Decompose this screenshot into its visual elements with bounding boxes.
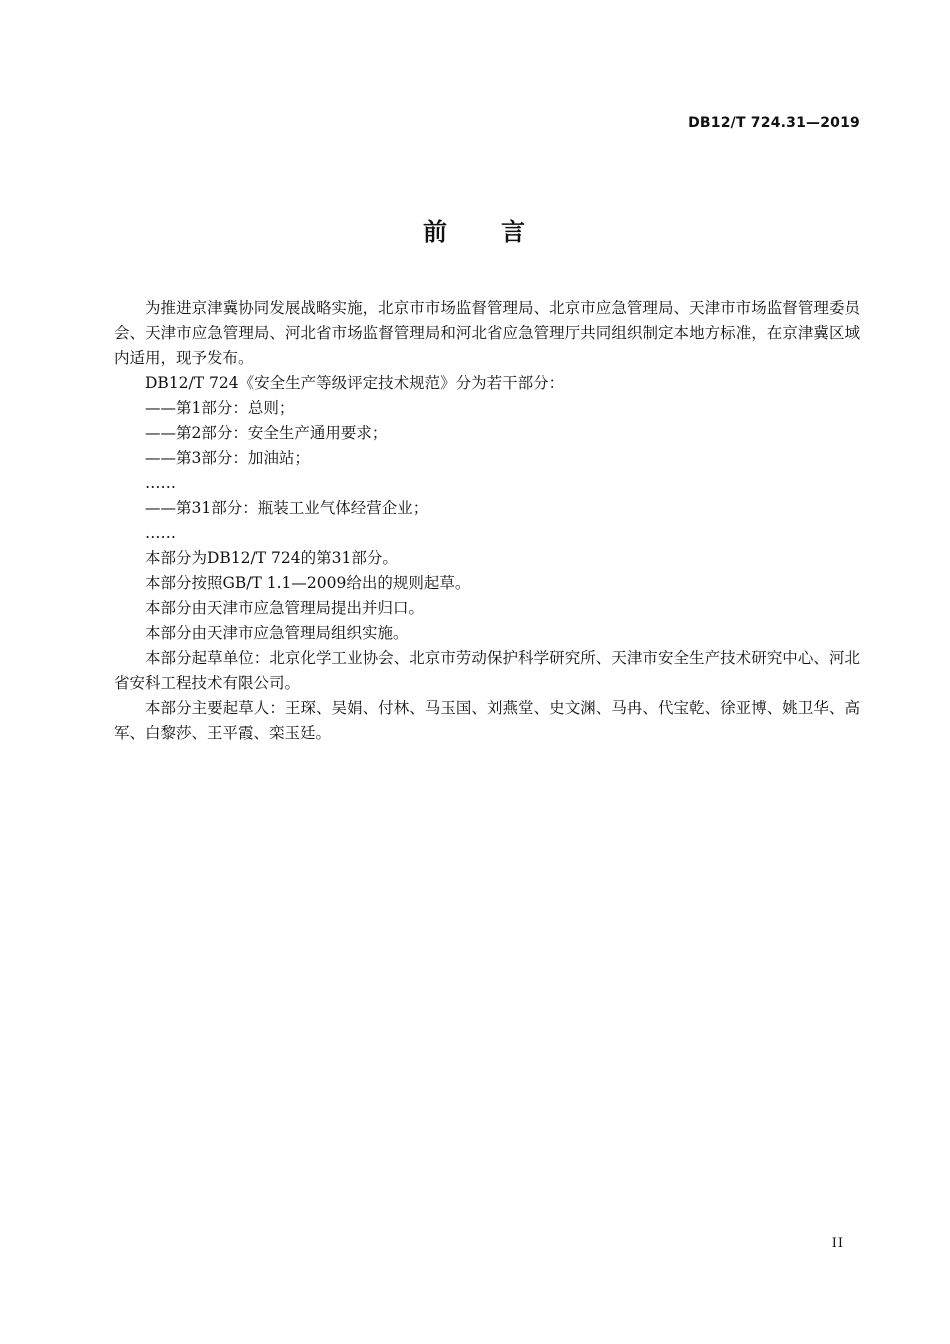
list-ellipsis: …… (145, 474, 176, 492)
page-title: 前 言 (423, 218, 527, 246)
paragraph-drafting-rules: 本部分按照GB/T 1.1—2009给出的规则起草。 (145, 574, 471, 592)
paragraph-parts-intro: DB12/T 724《安全生产等级评定技术规范》分为若干部分： (145, 374, 565, 392)
paragraph-proposer: 本部分由天津市应急管理局提出并归口。 (145, 599, 425, 617)
paragraph-intro: 为推进京津冀协同发展战略实施，北京市市场监督管理局、北京市应急管理局、天津市市场监督管理委员会、天津市应急管理局、河北省市场监督管理局和河北省应急管理厅共同组织制定本地方标准，在京津冀区域内适用，现予发布。 (114, 299, 860, 367)
page-number: II (831, 1236, 844, 1251)
paragraph-drafters: 本部分主要起草人：王琛、吴娟、付林、马玉国、刘燕堂、史文渊、马冉、代宝乾、徐亚博、姚卫华、高军、白黎莎、王平霞、栾玉廷。 (114, 699, 860, 742)
paragraph-drafting-units: 本部分起草单位：北京化学工业协会、北京市劳动保护科学研究所、天津市安全生产技术研究中心、河北省安科工程技术有限公司。 (114, 649, 860, 692)
paragraph-implementer: 本部分由天津市应急管理局组织实施。 (145, 624, 409, 642)
list-item-part-1: ——第1部分：总则； (145, 399, 295, 417)
list-item-part-2: ——第2部分：安全生产通用要求； (145, 424, 388, 442)
document-id: DB12/T 724.31—2019 (688, 115, 860, 131)
paragraph-part-statement: 本部分为DB12/T 724的第31部分。 (145, 549, 398, 567)
list-item-part-3: ——第3部分：加油站； (145, 449, 310, 467)
list-ellipsis: …… (145, 524, 176, 542)
list-item-part-31: ——第31部分：瓶装工业气体经营企业； (145, 499, 429, 517)
foreword-body (114, 296, 860, 746)
